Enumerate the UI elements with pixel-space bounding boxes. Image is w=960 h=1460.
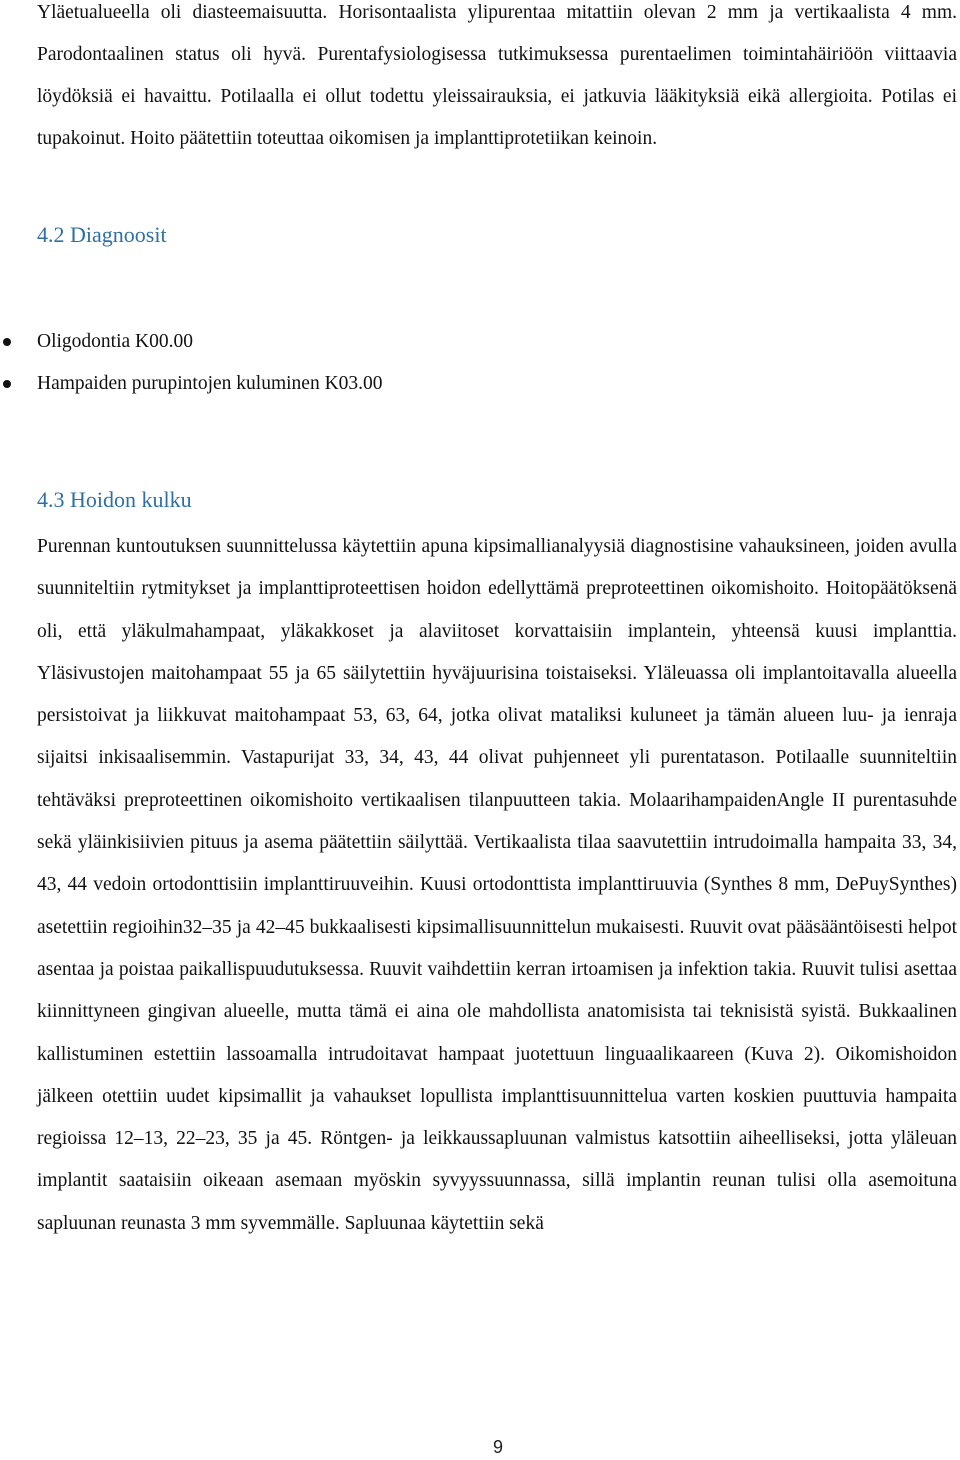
list-item — [0, 323, 920, 365]
section-heading-hoidon-kulku: 4.3 Hoidon kulku — [37, 487, 192, 512]
section-heading-diagnoosit: 4.2 Diagnoosit — [37, 222, 167, 247]
page-number: 9 — [492, 1437, 503, 1457]
paragraph-treatment-course: Purennan kuntoutuksen suunnittelussa käytettiin apuna kipsimallianalyysiä diagnostisine vahauksineen, joiden avulla suunniteltiin rytmitykset ja implanttiproteettisen hoidon edellyttämä preproteettinen oikomishoito. Hoitopäätöksenä oli, että yläkulmahampaat, yläkakkoset ja alaviitoset korvattaisiin implantein, yhteensä kuusi implanttia. Yläsivustojen maitohampaat 55 ja 65 säilytettiin hyväjuurisina toistaiseksi. Yläleuassa oli implantoitavalla alueella persistoivat ja liikkuvat maitohampaat 53, 63, 64, jotka olivat mataliksi kuluneet ja tämän alueen luu- ja ienraja sijaitsi inkisaalisemmin. Vastapurijat 33, 34, 43, 44 olivat puhjenneet yli purentatason. Potilaalle suunniteltiin tehtäväksi preproteettinen oikomishoito vertikaalisen tilanpuutteen takia. MolaarihampaidenAngle II purentasuhde sekä yläinkisiivien pituus ja asema päätettiin säilyttää. Vertikaalista tilaa saavutettiin intrudoimalla hampaita 33, 34, 43, 44 vedoin ortodonttisiin implanttiruuveihin. Kuusi ortodonttista implanttiruuvia (Synthes 8 mm, DePuySynthes) asetettiin regioihin32–35 ja 42–45 bukkaalisesti kipsimallisuunnittelun mukaisesti. Ruuvit ovat pääsääntöisesti helpot asentaa ja poistaa paikallispuudutuksessa. Ruuvit vaihdettiin kerran irtoamisen ja infektion takia. Ruuvit tulisi asettaa kiinnittyneen gingivan alueelle, mutta tämä ei aina ole mahdollista anatomisista tai teknisistä syistä. Bukkaalinen kallistuminen estettiin lassoamalla intrudoitavat hampaat juotettuun linguaalikaareen (Kuva 2). Oikomishoidon jälkeen otettiin uudet kipsimallit ja vahaukset lopullista implanttisuunnittelua varten koskien puuttuvia hampaita regioissa 12–13, 22–23, 35 ja 45. Röntgen- ja leikkaussapluunan valmistus katsottiin aiheelliseksi, jotta yläleuan implantit saataisiin oikeaan asemaan myöskin syvyyssuunnassa, sillä implantin reunan tulisi olla asemoituna sapluunan reunasta 3 mm syvemmälle. Sapluunaa käytettiin sekä — [37, 536, 957, 1234]
bullet-icon — [3, 338, 11, 346]
diagnosis-label: Oligodontia K00.00 — [37, 331, 193, 352]
diagnosis-label: Hampaiden purupintojen kuluminen K03.00 — [37, 373, 383, 394]
bullet-icon — [3, 380, 11, 388]
diagnosis-list — [0, 323, 920, 407]
paragraph-patient-status: Yläetualueella oli diasteemaisuutta. Horisontaalista ylipurentaa mitattiin olevan 2 mm ja vertikaalista 4 mm. Parodontaalinen status oli hyvä. Purentafysiologisessa tutkimuksessa purentaelimen toimintahäiriöön viittaavia löydöksiä ei havaittu. Potilaalla ei ollut todettu yleissairauksia, ei jatkuvia lääkityksiä eikä allergioita. Potilas ei tupakoinut. Hoito päätettiin toteuttaa oikomisen ja implanttiprotetiikan keinoin. — [37, 2, 957, 149]
list-item — [0, 365, 920, 407]
